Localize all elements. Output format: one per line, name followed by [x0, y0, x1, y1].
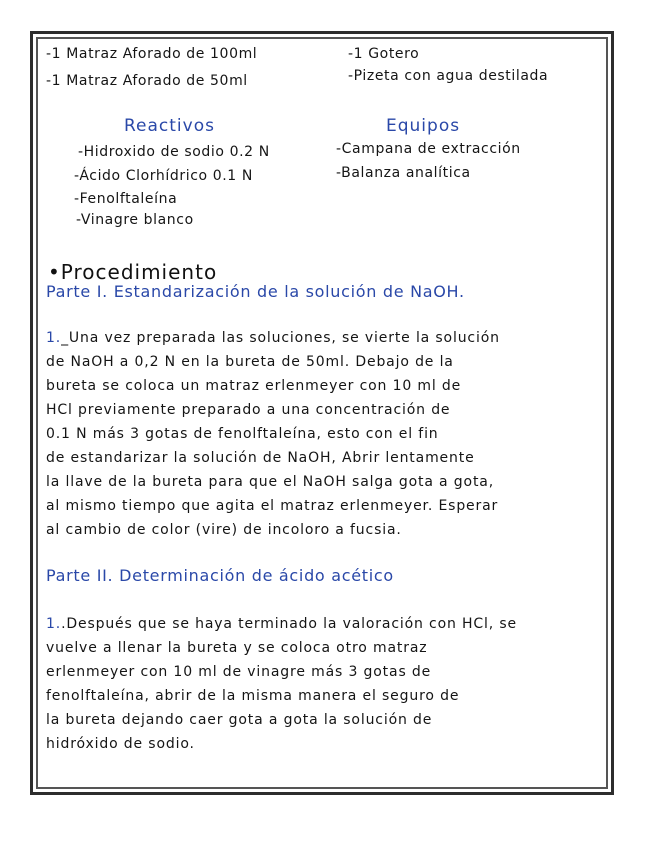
paragraph-text: _Una vez preparada las soluciones, se vierte la solución: [61, 330, 500, 346]
material-item: -1 Matraz Aforado de 100ml: [46, 46, 258, 62]
step-number: 1.: [46, 616, 62, 632]
paragraph-line: al mismo tiempo que agita el matraz erlenmeyer. Esperar: [46, 498, 499, 514]
paragraph-line: de estandarizar la solución de NaOH, Abrir lentamente: [46, 450, 475, 466]
equipo-item: -Balanza analítica: [336, 165, 471, 181]
step-number: 1.: [46, 330, 62, 346]
reactivo-item: -Ácido Clorhídrico 0.1 N: [74, 168, 253, 184]
paragraph-line: HCl previamente preparado a una concentración de: [46, 402, 451, 418]
reactivos-heading: Reactivos: [124, 116, 215, 136]
parte-2-heading: Parte II. Determinación de ácido acético: [46, 566, 394, 585]
paragraph-line: erlenmeyer con 10 ml de vinagre más 3 gotas de: [46, 664, 432, 680]
material-item: -Pizeta con agua destilada: [348, 68, 549, 84]
paragraph-line: bureta se coloca un matraz erlenmeyer con 10 ml de: [46, 378, 462, 394]
paragraph-line: [46, 616, 517, 632]
paragraph-line: vuelve a llenar la bureta y se coloca otro matraz: [46, 640, 428, 656]
material-item: -1 Gotero: [348, 46, 420, 62]
reactivo-item: -Fenolftaleína: [74, 191, 178, 207]
paragraph-text: .Después que se haya terminado la valoración con HCl, se: [61, 616, 517, 632]
paragraph-line: 0.1 N más 3 gotas de fenolftaleína, esto con el fin: [46, 426, 439, 442]
paragraph-line: [46, 330, 500, 346]
paragraph-line: hidróxido de sodio.: [46, 736, 195, 752]
paragraph-line: la llave de la bureta para que el NaOH salga gota a gota,: [46, 474, 495, 490]
equipo-item: -Campana de extracción: [336, 141, 521, 157]
reactivo-item: -Hidroxido de sodio 0.2 N: [78, 144, 270, 160]
parte-1-heading: Parte I. Estandarización de la solución de NaOH.: [46, 282, 465, 301]
paragraph-line: la bureta dejando caer gota a gota la solución de: [46, 712, 433, 728]
procedimiento-heading: •Procedimiento: [48, 260, 218, 284]
reactivo-item: -Vinagre blanco: [76, 212, 194, 228]
material-item: -1 Matraz Aforado de 50ml: [46, 73, 248, 89]
paragraph-line: al cambio de color (vire) de incoloro a fucsia.: [46, 522, 402, 538]
paragraph-line: de NaOH a 0,2 N en la bureta de 50ml. Debajo de la: [46, 354, 454, 370]
equipos-heading: Equipos: [386, 116, 461, 136]
paragraph-line: fenolftaleína, abrir de la misma manera el seguro de: [46, 688, 460, 704]
